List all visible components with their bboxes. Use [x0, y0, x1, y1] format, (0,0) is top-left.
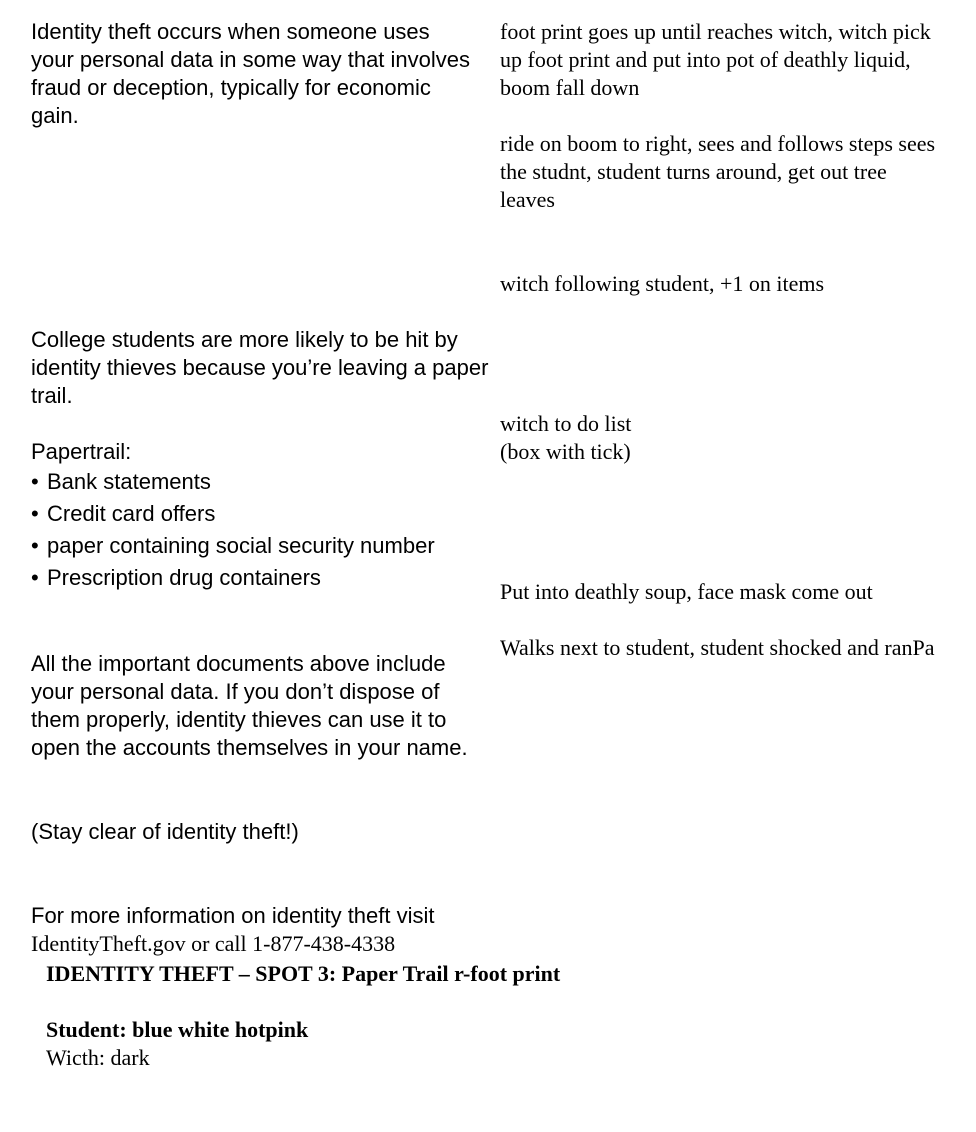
note-todo-line2: (box with tick) — [500, 439, 631, 464]
students-paragraph: College students are more likely to be hit by identity thieves because you’re leaving a paper trail. — [31, 327, 489, 408]
note-ride-boom: ride on boom to right, sees and follows steps sees the studnt, student turns around, get out tree leaves — [500, 131, 936, 212]
more-info-line1: For more information on identity theft visit — [31, 903, 435, 928]
page-title: IDENTITY THEFT – SPOT 3: Paper Trail r-foot print — [46, 961, 561, 986]
witch-colors: Wicth: dark — [46, 1045, 150, 1070]
papertrail-section — [31, 438, 501, 594]
character-colors — [46, 1016, 746, 1072]
list-item: • Prescription drug containers — [31, 562, 501, 594]
note-deathly-soup: Put into deathly soup, face mask come out — [500, 579, 873, 604]
papertrail-heading: Papertrail: — [31, 439, 132, 464]
note-todo-line1: witch to do list — [500, 411, 632, 436]
note-witch-following: witch following student, +1 on items — [500, 271, 825, 296]
list-item: • paper containing social security number — [31, 530, 501, 562]
more-info — [31, 902, 551, 958]
stay-clear-note: (Stay clear of identity theft!) — [31, 819, 299, 844]
spot-title — [46, 960, 746, 988]
note-footprint: foot print goes up until reaches witch, witch pick up foot print and put into pot of deathly liquid, boom fall down — [500, 19, 931, 100]
documents-paragraph: All the important documents above include your personal data. If you don’t dispose of them properly, identity thieves can use it to open the accounts themselves in your name. — [31, 651, 468, 760]
more-info-line2: IdentityTheft.gov or call 1-877-438-4338 — [31, 931, 396, 956]
intro-paragraph: Identity theft occurs when someone uses your personal data in some way that involves fraud or deception, typically for economic gain. — [31, 19, 471, 128]
note-walks-next: Walks next to student, student shocked and ranPa — [500, 635, 935, 660]
note-todo-list — [500, 410, 940, 466]
list-item: • Bank statements — [31, 466, 501, 498]
papertrail-list — [31, 466, 501, 594]
list-item: • Credit card offers — [31, 498, 501, 530]
student-colors: Student: blue white hotpink — [46, 1017, 309, 1042]
